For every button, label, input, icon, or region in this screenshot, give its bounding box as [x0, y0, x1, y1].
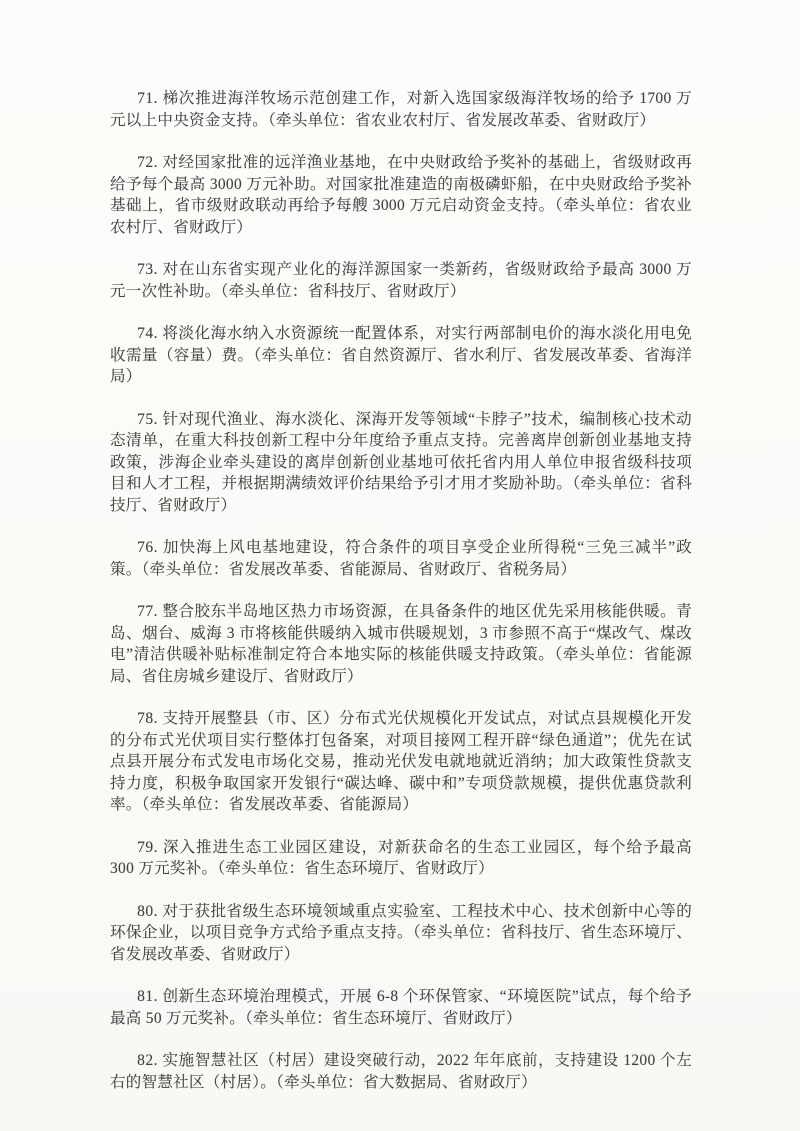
item-number: 76. [137, 539, 158, 556]
item-number: 75. [137, 410, 158, 428]
item-number: 73. [137, 261, 158, 278]
policy-item-82 [110, 1050, 692, 1093]
item-text: 支持开展整县（市、区）分布式光伏规模化开发试点，对试点县规模化开发的分布式光伏项目实行整体打包备案，对项目接网工程开辟“绿色通道”；优先在试点县开展分布式发电市场化交易，推动光伏发电就地就近消纳；加大政策性贷款支持力度，积极争取国家开发银行“碳达峰、碳中和”专项贷款规模，提供优惠贷款利率。（牵头单位：省发展改革委、省能源局） [110, 710, 692, 813]
item-number: 79. [137, 838, 158, 856]
policy-item-80 [110, 901, 692, 966]
policy-item-77 [110, 601, 692, 687]
item-text: 针对现代渔业、海水淡化、深海开发等领域“卡脖子”技术，编制核心技术动态清单，在重大科技创新工程中分年度给予重点支持。完善离岸创新创业基地支持政策，涉海企业牵头建设的离岸创新创业基地可依托省内用人单位申报省级科技项目和人才工程，并根据期满绩效评价结果给予引才用才奖励补助。（牵头单位：省科技厅、省财政厅） [110, 410, 692, 514]
item-text: 深入推进生态工业园区建设，对新获命名的生态工业园区，每个给予最高 300 万元奖补。（牵头单位：省生态环境厅、省财政厅） [110, 838, 692, 877]
policy-item-76 [110, 537, 692, 580]
item-number: 78. [137, 710, 158, 727]
item-text: 整合胶东半岛地区热力市场资源，在具备条件的地区优先采用核能供暖。青岛、烟台、威海 3 市将核能供暖纳入城市供暖规划，3 市参照不高于“煤改气、煤改电”清洁供暖补贴标准制定符合本地实际的核能供暖支持政策。（牵头单位：省能源局、省住房城乡建设厅、省财政厅） [110, 603, 692, 685]
item-number: 81. [137, 988, 158, 1005]
policy-items-list [110, 88, 692, 1114]
policy-item-75 [110, 409, 692, 517]
item-number: 72. [137, 154, 158, 171]
policy-item-72 [110, 152, 692, 238]
item-number: 77. [137, 603, 158, 620]
item-number: 74. [137, 325, 158, 342]
policy-item-79 [110, 837, 692, 880]
item-text: 对于获批省级生态环境领域重点实验室、工程技术中心、技术创新中心等的环保企业，以项目竞争方式给予重点支持。（牵头单位：省科技厅、省生态环境厅、省发展改革委、省财政厅） [110, 902, 692, 963]
item-text: 将淡化海水纳入水资源统一配置体系，对实行两部制电价的海水淡化用电免收需量（容量）费。（牵头单位：省自然资源厅、省水利厅、省发展改革委、省海洋局） [110, 325, 692, 385]
item-text: 梯次推进海洋牧场示范创建工作，对新入选国家级海洋牧场的给予 1700 万元以上中央资金支持。（牵头单位：省农业农村厅、省发展改革委、省财政厅） [110, 90, 692, 129]
policy-item-73 [110, 259, 692, 302]
policy-item-74 [110, 323, 692, 388]
item-number: 82. [137, 1052, 158, 1069]
item-text: 对经国家批准的远洋渔业基地，在中央财政给予奖补的基础上，省级财政再给予每个最高 3000 万元补助。对国家批准建造的南极磷虾船，在中央财政给予奖补基础上，省市级财政联动再给予每艘 3000 万元启动资金支持。（牵头单位：省农业农村厅、省财政厅） [110, 154, 692, 236]
item-text: 对在山东省实现产业化的海洋源国家一类新药，省级财政给予最高 3000 万元一次性补助。（牵头单位：省科技厅、省财政厅） [110, 261, 692, 300]
item-number: 80. [137, 902, 158, 920]
item-text: 创新生态环境治理模式，开展 6-8 个环保管家、“环境医院”试点，每个给予最高 50 万元奖补。（牵头单位：省生态环境厅、省财政厅） [110, 988, 692, 1027]
item-number: 71. [137, 90, 158, 107]
policy-item-81 [110, 986, 692, 1029]
policy-item-78 [110, 708, 692, 816]
item-text: 加快海上风电基地建设，符合条件的项目享受企业所得税“三免三减半”政策。（牵头单位：省发展改革委、省能源局、省财政厅、省税务局） [110, 539, 692, 578]
policy-item-71 [110, 88, 692, 131]
item-text: 实施智慧社区（村居）建设突破行动，2022 年年底前，支持建设 1200 个左右的智慧社区（村居）。（牵头单位：省大数据局、省财政厅） [110, 1052, 692, 1091]
